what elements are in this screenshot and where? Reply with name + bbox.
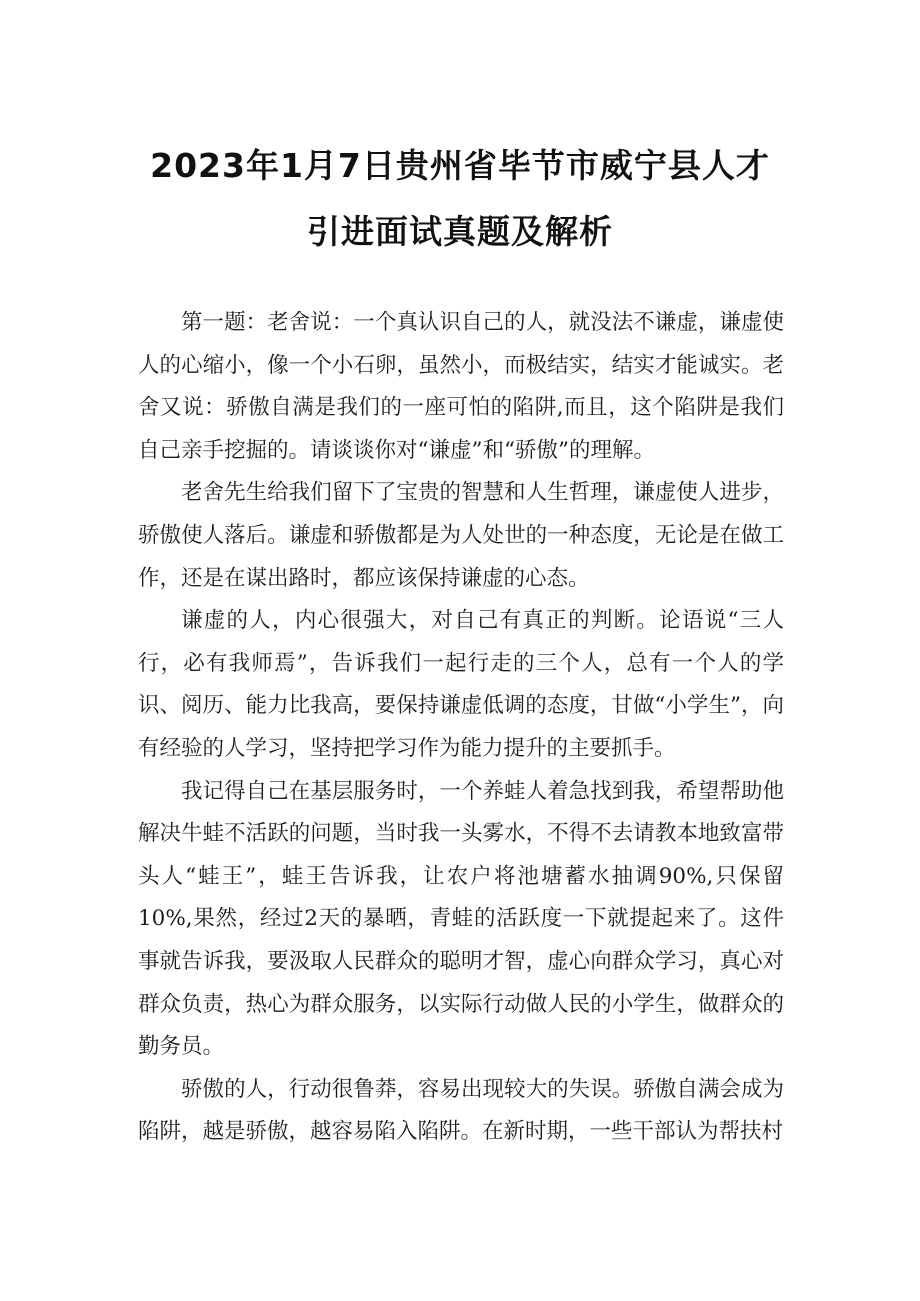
paragraph-arrogant: 骄傲的人，行动很鲁莽，容易出现较大的失误。骄傲自满会成为陷阱，越是骄傲，越容易陷入陷阱。在新时期，一些干部认为帮扶村 — [138, 1076, 784, 1145]
document-title-line-2: 引进面试真题及解析 — [307, 212, 613, 251]
paragraph-question-1: 第一题：老舍说：一个真认识自己的人，就没法不谦虚，谦虚使人的心缩小，像一个小石卵，虽然小，而极结实，结实才能诚实。老舍又说：骄傲自满是我们的一座可怕的陷阱,而且，这个陷阱是我们自己亲手挖掘的。请谈谈你对“谦虚”和“骄傲”的理解。 — [138, 310, 784, 463]
paragraph-humble: 谦虚的人，内心很强大，对自己有真正的判断。论语说“三人行，必有我师焉”，告诉我们一起行走的三个人，总有一个人的学识、阅历、能力比我高，要保持谦虚低调的态度，甘做“小学生”，向有经验的人学习，坚持把学习作为能力提升的主要抓手。 — [138, 608, 784, 761]
document-title-line-1: 2023年1月7日贵州省毕节市威宁县人才 — [150, 146, 770, 185]
paragraph-answer-intro: 老舍先生给我们留下了宝贵的智慧和人生哲理，谦虚使人进步，骄傲使人落后。谦虚和骄傲都是为人处世的一种态度，无论是在做工作，还是在谋出路时，都应该保持谦虚的心态。 — [138, 480, 784, 591]
paragraph-experience: 我记得自己在基层服务时，一个养蛙人着急找到我，希望帮助他解决牛蛙不活跃的问题，当时我一头雾水，不得不去请教本地致富带头人“蛙王”，蛙王告诉我，让农户将池塘蓄水抽调90%,只保留10%,果然，经过2天的暴晒，青蛙的活跃度一下就提起来了。这件事就告诉我，要汲取人民群众的聪明才智，虚心向群众学习，真心对群众负责，热心为群众服务，以实际行动做人民的小学生，做群众的勤务员。 — [138, 778, 784, 1060]
document-body — [138, 302, 784, 1154]
